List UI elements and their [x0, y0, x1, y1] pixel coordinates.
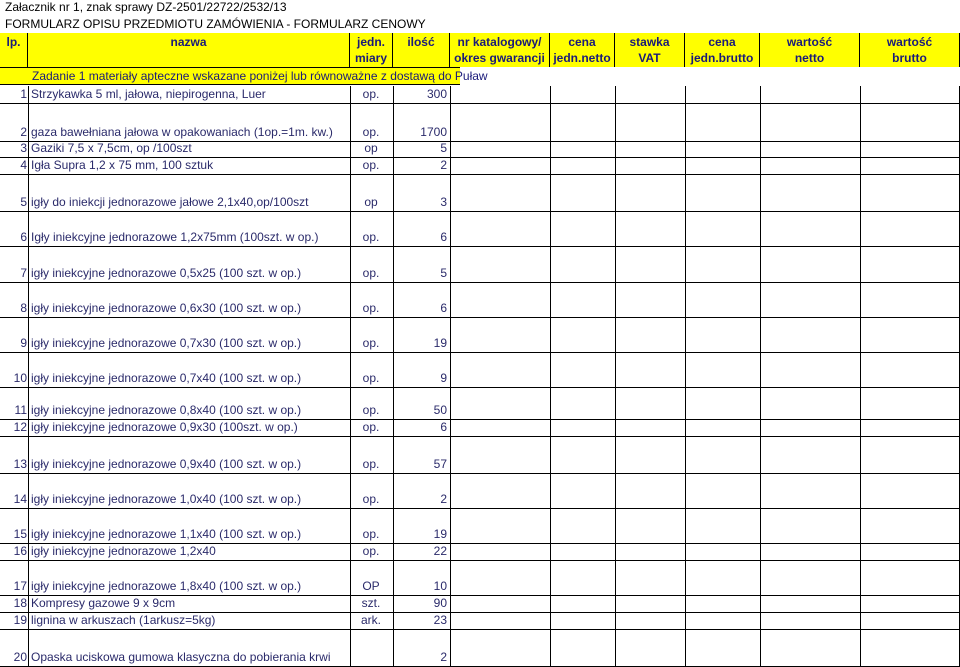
column-divider: [615, 212, 616, 246]
table-row: [0, 474, 960, 509]
column-divider: [615, 86, 616, 103]
column-divider: [685, 104, 686, 141]
row-unit: op.: [362, 125, 380, 139]
column-divider: [615, 613, 616, 629]
column-divider: [350, 283, 351, 317]
column-divider: [28, 544, 29, 560]
column-divider: [393, 474, 394, 508]
row-name: lignina w arkuszach (1arkusz=5kg): [31, 613, 216, 627]
column-divider: [550, 613, 551, 629]
column-divider: [685, 318, 686, 352]
column-divider: [860, 613, 861, 629]
row-qty: 2: [440, 492, 447, 506]
row-name: Kompresy gazowe 9 x 9cm: [31, 596, 176, 610]
column-divider: [685, 283, 686, 317]
column-divider: [760, 420, 761, 436]
row-name: gaza bawełniana jałowa w opakowaniach (1op.=1m. kw.): [31, 125, 333, 139]
table-row: [0, 175, 960, 212]
column-divider: [550, 561, 551, 595]
row-lp: 8: [20, 301, 27, 315]
column-divider: [450, 104, 451, 141]
row-qty: 22: [433, 544, 447, 558]
row-name: Strzykawka 5 ml, jałowa, niepirogenna, Luer: [31, 87, 266, 101]
column-divider: [393, 388, 394, 419]
column-divider: [860, 86, 861, 103]
column-divider: [28, 318, 29, 352]
row-lp: 15: [13, 527, 27, 541]
column-divider: [393, 613, 394, 629]
header-qty: ilość: [393, 33, 450, 67]
column-divider: [28, 283, 29, 317]
column-divider: [350, 509, 351, 543]
row-unit: op.: [362, 371, 380, 385]
column-divider: [28, 104, 29, 141]
column-divider: [615, 544, 616, 560]
row-qty: 6: [440, 420, 447, 434]
column-divider: [450, 437, 451, 473]
row-qty: 19: [433, 527, 447, 541]
column-divider: [350, 175, 351, 211]
table-row: [0, 509, 960, 544]
table-row: [0, 247, 960, 283]
column-divider: [28, 212, 29, 246]
column-divider: [760, 158, 761, 174]
row-name: igły iniekcyjne jednorazowe 0,9x40 (100 szt. w op.): [31, 457, 302, 471]
row-lp: 5: [20, 195, 27, 209]
row-lp: 7: [20, 266, 27, 280]
column-divider: [760, 596, 761, 612]
row-name: igły iniekcyjne jednorazowe 0,7x30 (100 szt. w op.): [31, 336, 302, 350]
row-name: Gaziki 7,5 x 7,5cm, op /100szt: [31, 141, 192, 155]
row-unit: OP: [362, 579, 380, 593]
header-net-value: wartość netto: [760, 33, 860, 67]
column-divider: [28, 596, 29, 612]
column-divider: [450, 420, 451, 436]
row-unit: op.: [362, 492, 380, 506]
row-qty: 23: [433, 613, 447, 627]
column-divider: [615, 158, 616, 174]
column-divider: [450, 283, 451, 317]
column-divider: [615, 142, 616, 157]
column-divider: [760, 544, 761, 560]
column-divider: [393, 544, 394, 560]
row-lp: 10: [13, 371, 27, 385]
column-divider: [685, 474, 686, 508]
column-divider: [393, 86, 394, 103]
column-divider: [860, 353, 861, 387]
column-divider: [350, 247, 351, 282]
column-divider: [760, 437, 761, 473]
column-divider: [350, 613, 351, 629]
column-divider: [860, 474, 861, 508]
column-divider: [350, 142, 351, 157]
column-divider: [28, 420, 29, 436]
column-divider: [450, 388, 451, 419]
table-row: [0, 388, 960, 420]
column-divider: [350, 544, 351, 560]
column-divider: [760, 474, 761, 508]
column-divider: [685, 247, 686, 282]
column-divider: [685, 158, 686, 174]
row-lp: 6: [20, 230, 27, 244]
header-lp: lp.: [0, 33, 28, 67]
table-row: [0, 158, 960, 175]
column-divider: [28, 142, 29, 157]
column-divider: [860, 247, 861, 282]
column-divider: [550, 283, 551, 317]
column-divider: [28, 175, 29, 211]
column-divider: [550, 437, 551, 473]
row-lp: 20: [13, 650, 27, 664]
column-divider: [685, 388, 686, 419]
column-divider: [615, 561, 616, 595]
column-divider: [615, 175, 616, 211]
column-divider: [550, 509, 551, 543]
table-row: [0, 86, 960, 104]
row-unit: op.: [362, 544, 380, 558]
row-unit: op.: [362, 420, 380, 434]
column-divider: [860, 509, 861, 543]
column-divider: [550, 388, 551, 419]
column-divider: [450, 318, 451, 352]
column-divider: [615, 420, 616, 436]
table-header: [0, 33, 960, 67]
column-divider: [393, 158, 394, 174]
column-divider: [860, 544, 861, 560]
column-divider: [685, 353, 686, 387]
column-divider: [760, 86, 761, 103]
column-divider: [685, 630, 686, 666]
row-name: igły iniekcyjne jednorazowe 0,8x40 (100 szt. w op.): [31, 403, 302, 417]
row-lp: 3: [20, 141, 27, 155]
table-row: [0, 596, 960, 613]
row-lp: 16: [13, 544, 27, 558]
column-divider: [615, 630, 616, 666]
column-divider: [615, 596, 616, 612]
column-divider: [28, 561, 29, 595]
column-divider: [350, 158, 351, 174]
column-divider: [450, 544, 451, 560]
column-divider: [550, 420, 551, 436]
column-divider: [760, 104, 761, 141]
column-divider: [685, 509, 686, 543]
column-divider: [550, 212, 551, 246]
column-divider: [550, 247, 551, 282]
column-divider: [615, 388, 616, 419]
column-divider: [550, 175, 551, 211]
row-lp: 11: [14, 403, 27, 417]
row-lp: 18: [13, 596, 27, 610]
column-divider: [393, 420, 394, 436]
column-divider: [860, 388, 861, 419]
column-divider: [760, 561, 761, 595]
column-divider: [350, 388, 351, 419]
column-divider: [860, 283, 861, 317]
column-divider: [685, 561, 686, 595]
row-name: Igła Supra 1,2 x 75 mm, 100 sztuk: [31, 158, 214, 172]
column-divider: [685, 142, 686, 157]
row-lp: 19: [13, 613, 27, 627]
column-divider: [860, 630, 861, 666]
row-name: igły iniekcyjne jednorazowe 0,9x30 (100szt. w op.): [31, 420, 298, 434]
column-divider: [393, 318, 394, 352]
column-divider: [760, 247, 761, 282]
column-divider: [350, 318, 351, 352]
column-divider: [615, 247, 616, 282]
column-divider: [393, 247, 394, 282]
column-divider: [550, 86, 551, 103]
column-divider: [550, 474, 551, 508]
column-divider: [350, 437, 351, 473]
row-unit: op.: [362, 158, 380, 172]
column-divider: [860, 437, 861, 473]
column-divider: [760, 283, 761, 317]
column-divider: [615, 318, 616, 352]
header-unit: jedn. miary: [350, 33, 393, 67]
table-row: [0, 561, 960, 596]
section-row: Zadanie 1 materiały apteczne wskazane poniżej lub równoważne z dostawą do Puław: [0, 67, 460, 85]
column-divider: [350, 353, 351, 387]
header-vat-rate: stawka VAT: [615, 33, 685, 67]
column-divider: [550, 353, 551, 387]
row-name: igły iniekcyjne jednorazowe 1,0x40 (100 szt. w op.): [31, 492, 302, 506]
column-divider: [450, 142, 451, 157]
row-unit: op.: [362, 266, 380, 280]
row-unit: op: [364, 141, 378, 155]
table-row: [0, 104, 960, 142]
column-divider: [760, 388, 761, 419]
column-divider: [450, 561, 451, 595]
row-unit: op.: [362, 336, 380, 350]
row-unit: op.: [362, 527, 380, 541]
row-name: igły iniekcyjne jednorazowe 1,1x40 (100 szt. w op.): [31, 527, 302, 541]
column-divider: [550, 104, 551, 141]
row-name: igły iniekcyjne jednorazowe 0,6x30 (100 szt. w op.): [31, 301, 302, 315]
row-qty: 2: [440, 650, 447, 664]
row-name: igły iniekcyjne jednorazowe 0,7x40 (100 szt. w op.): [31, 371, 302, 385]
table-row: [0, 630, 960, 667]
column-divider: [615, 474, 616, 508]
column-divider: [393, 353, 394, 387]
header-gross-value: wartość brutto: [860, 33, 960, 67]
row-unit: szt.: [361, 596, 381, 610]
column-divider: [685, 544, 686, 560]
row-name: igły iniekcyjne jednorazowe 1,2x40: [31, 544, 216, 558]
column-divider: [550, 158, 551, 174]
column-divider: [450, 175, 451, 211]
column-divider: [28, 630, 29, 666]
column-divider: [450, 613, 451, 629]
column-divider: [760, 142, 761, 157]
header-unit-gross-price: cena jedn.brutto: [685, 33, 760, 67]
row-unit: op.: [362, 230, 380, 244]
column-divider: [393, 596, 394, 612]
column-divider: [350, 104, 351, 141]
row-lp: 1: [20, 87, 27, 101]
column-divider: [393, 561, 394, 595]
row-qty: 19: [433, 336, 447, 350]
column-divider: [615, 437, 616, 473]
column-divider: [350, 420, 351, 436]
column-divider: [450, 596, 451, 612]
table-row: [0, 544, 960, 561]
column-divider: [860, 142, 861, 157]
table-row: [0, 212, 960, 247]
column-divider: [760, 175, 761, 211]
row-qty: 57: [433, 457, 447, 471]
column-divider: [685, 420, 686, 436]
column-divider: [450, 353, 451, 387]
row-qty: 90: [433, 596, 447, 610]
column-divider: [685, 86, 686, 103]
row-unit: ark.: [360, 613, 381, 627]
header-nazwa: nazwa: [28, 33, 350, 67]
column-divider: [350, 212, 351, 246]
column-divider: [615, 104, 616, 141]
column-divider: [28, 437, 29, 473]
column-divider: [860, 596, 861, 612]
row-name: igły iniekcyjne jednorazowe 1,8x40 (100 szt. w op.): [31, 579, 302, 593]
column-divider: [393, 212, 394, 246]
column-divider: [615, 509, 616, 543]
column-divider: [28, 158, 29, 174]
column-divider: [760, 353, 761, 387]
column-divider: [393, 283, 394, 317]
column-divider: [28, 353, 29, 387]
header-catalog: nr katalogowy/ okres gwarancji: [450, 33, 550, 67]
column-divider: [685, 596, 686, 612]
row-unit: op.: [362, 301, 380, 315]
row-qty: 2: [440, 158, 447, 172]
column-divider: [393, 142, 394, 157]
column-divider: [350, 596, 351, 612]
column-divider: [860, 420, 861, 436]
row-lp: 4: [20, 158, 27, 172]
column-divider: [450, 212, 451, 246]
row-lp: 14: [13, 492, 27, 506]
column-divider: [860, 175, 861, 211]
column-divider: [615, 283, 616, 317]
row-qty: 50: [433, 403, 447, 417]
column-divider: [450, 247, 451, 282]
column-divider: [760, 212, 761, 246]
column-divider: [350, 474, 351, 508]
column-divider: [860, 212, 861, 246]
column-divider: [550, 544, 551, 560]
table-row: [0, 420, 960, 437]
row-qty: 1700: [420, 125, 447, 139]
column-divider: [860, 104, 861, 141]
column-divider: [350, 561, 351, 595]
column-divider: [450, 509, 451, 543]
form-title: FORMULARZ OPISU PRZEDMIOTU ZAMÓWIENIA - FORMULARZ CENOWY: [5, 17, 426, 31]
row-qty: 3: [440, 195, 447, 209]
column-divider: [28, 388, 29, 419]
column-divider: [450, 158, 451, 174]
column-divider: [450, 630, 451, 666]
row-lp: 9: [20, 336, 27, 350]
column-divider: [760, 630, 761, 666]
column-divider: [28, 86, 29, 103]
row-name: igły iniekcyjne jednorazowe 0,5x25 (100 szt. w op.): [31, 266, 302, 280]
row-qty: 10: [433, 579, 447, 593]
column-divider: [393, 437, 394, 473]
table-row: [0, 142, 960, 158]
column-divider: [28, 247, 29, 282]
row-qty: 300: [426, 87, 447, 101]
column-divider: [860, 561, 861, 595]
column-divider: [28, 613, 29, 629]
row-name: Igły iniekcyjne jednorazowe 1,2x75mm (100szt. w op.): [31, 230, 319, 244]
row-lp: 2: [20, 125, 27, 139]
column-divider: [550, 630, 551, 666]
column-divider: [450, 86, 451, 103]
row-qty: 5: [440, 266, 447, 280]
row-unit: op.: [362, 403, 380, 417]
row-qty: 6: [440, 230, 447, 244]
column-divider: [393, 509, 394, 543]
row-qty: 5: [440, 141, 447, 155]
column-divider: [860, 158, 861, 174]
column-divider: [760, 318, 761, 352]
column-divider: [393, 175, 394, 211]
row-name: igły do iniekcji jednorazowe jałowe 2,1x40,op/100szt: [31, 195, 309, 209]
document-reference: Załacznik nr 1, znak sprawy DZ-2501/22722/2532/13: [5, 0, 287, 14]
column-divider: [450, 474, 451, 508]
row-qty: 9: [440, 371, 447, 385]
row-unit: op.: [362, 87, 380, 101]
column-divider: [550, 596, 551, 612]
column-divider: [350, 86, 351, 103]
column-divider: [28, 509, 29, 543]
column-divider: [685, 175, 686, 211]
column-divider: [350, 630, 351, 666]
row-name: Opaska uciskowa gumowa klasyczna do pobierania krwi: [31, 650, 331, 664]
table-row: [0, 613, 960, 630]
column-divider: [685, 212, 686, 246]
row-unit: op: [364, 195, 378, 209]
row-unit: op.: [362, 457, 380, 471]
table-row: [0, 283, 960, 318]
column-divider: [615, 353, 616, 387]
column-divider: [393, 630, 394, 666]
column-divider: [760, 509, 761, 543]
column-divider: [393, 104, 394, 141]
column-divider: [860, 318, 861, 352]
column-divider: [760, 613, 761, 629]
row-lp: 13: [13, 457, 27, 471]
row-qty: 6: [440, 301, 447, 315]
table-row: [0, 353, 960, 388]
row-lp: 17: [13, 579, 27, 593]
row-lp: 12: [13, 420, 27, 434]
column-divider: [550, 318, 551, 352]
column-divider: [28, 474, 29, 508]
column-divider: [550, 142, 551, 157]
table-row: [0, 437, 960, 474]
table-row: [0, 318, 960, 353]
column-divider: [685, 437, 686, 473]
column-divider: [685, 613, 686, 629]
header-unit-net-price: cena jedn.netto: [550, 33, 615, 67]
